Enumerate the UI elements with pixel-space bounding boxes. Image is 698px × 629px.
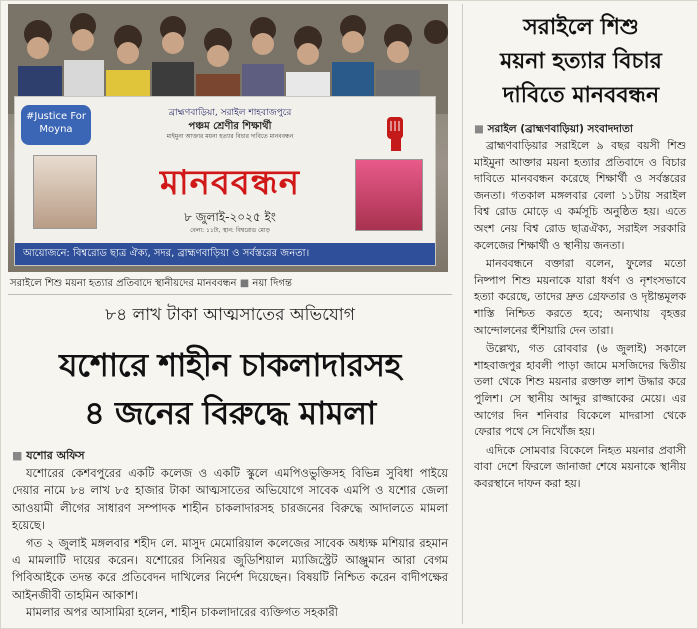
caption-text: সরাইলে শিশু ময়না হত্যার প্রতিবাদে স্থানীয়দের মানববন্ধন [10,278,237,289]
caption-separator: ■ [239,278,250,289]
protest-banner [14,96,436,266]
paragraph: এদিকে সোমবার বিকেলে নিহত ময়নার প্রবাসী বাবা দেশে ফিরলে জানাজা শেষে ময়নাকে স্থানীয় কবরস্থানে দাফন করা হয়। [474,443,686,490]
banner-organizers: আয়োজনে: বিশ্বরোড ছাত্র ঐক্য, সদর, ব্রাহ্মণবাড়িয়া ও সর্বস্তরের জনতা। [15,243,435,265]
left-article-body [12,465,448,622]
left-headline-line-1: যশোরে শাহীন চাকলাদারসহ [59,346,401,384]
byline-bullet: ■ [474,123,484,135]
paragraph: যশোরের কেশবপুরের একটি কলেজ ও একটি স্কুলে এমপিওভুক্তিসহ বিভিন্ন সুবিধা পাইয়ে দেয়ার নামে ৮৪ লাখ ৮৫ হাজার টাকা আত্মসাতের অভিযোগে সাবেক এমপি ও যশোর জেলা আওয়ামী লীগের সাধারণ সম্পাদক শাহীন চাকলাদারসহ চারজনের বিরুদ্ধে আদালতে মামলা হয়েছে। [12,466,448,533]
banner-location: ব্রাহ্মণবাড়িয়া, সরাইল শাহবাজপুরে [168,108,292,118]
byline-bullet: ■ [12,449,23,462]
right-article-body [474,138,686,494]
paragraph: মানববন্ধনে বক্তারা বলেন, ফুলের মতো নিষ্পাপ শিশু ময়নাকে যারা ধর্ষণ ও নৃশংসভাবে হত্যা করেছে, তাদের দ্রুত গ্রেফতার ও দৃষ্টান্তমূলক শাস্তি নিশ্চিত করতে হবে; অন্যথায় বৃহত্তর আন্দোলনের হুঁশিয়ারি দেন তারা। [474,257,686,337]
left-headline-line-2: ৪ জনের বিরুদ্ধে মামলা [84,394,376,432]
justice-badge: #Justice For Moyna [21,105,91,145]
paragraph: মামলার অপর আসামিরা হলেন, শাহীন চাকলাদারের ব্যক্তিগত সহকারী [26,605,338,620]
victim-photo-right [355,159,423,231]
divider [8,294,452,295]
banner-time-place: বেলা: ১১টা, স্থান: বিশ্বরোড মোড় [190,227,270,234]
caption-credit: নয়া দিগন্ত [252,278,292,289]
left-kicker: ৮৪ লাখ টাকা আত্মসাতের অভিযোগ [105,305,355,325]
column-divider [462,4,463,624]
byline-text: সরাইল (ব্রাহ্মণবাড়িয়া) সংবাদদাতা [487,123,633,135]
paragraph: ব্রাহ্মণবাড়িয়ার সরাইলে ৯ বছর বয়সী শিশু মাইমুনা আক্তার ময়না হত্যার প্রতিবাদে ও বিচার দাবিতে মানববন্ধন করেছে শিক্ষার্থী ও সর্বস্তরের জনতা। গতকাল মঙ্গলবার বেলা ১১টায় সরাইল বিশ্ব রোড মোড়ে এ কর্মসূচি অনুষ্ঠিত হয়। এতে অংশ নেয় বিশ্ব রোড ছাত্রঐক্য, সরাইল সরকারি কলেজের শিক্ষার্থী ও স্থানীয় জনতা। [474,139,686,252]
banner-title: মানববন্ধন [159,163,301,203]
right-headline-line-1: সরাইলে শিশু [523,15,639,40]
banner-description: মাইমুনা আক্তার ময়না হত্যার বিচার দাবিতে মানববন্ধন [166,133,294,140]
right-headline-line-2: ময়না হত্যার বিচার [500,49,662,74]
raised-fist-icon [375,113,415,153]
photo-caption [10,276,450,293]
byline-text: যশোর অফিস [26,449,85,462]
right-byline [474,122,633,139]
banner-date: ৮ জুলাই-২০২৫ ইং [184,210,276,224]
news-photo [8,4,448,272]
paragraph: উল্লেখ্য, গত রোববার (৬ জুলাই) সকালে শাহবাজপুর হাবলী পাড়া জামে মসজিদের দ্বিতীয় তলা থেকে শিশু ময়নার রক্তাক্ত লাশ উদ্ধার করে পুলিশ। সে স্থানীয় আব্দুর রাজ্জাকের মেয়ে। এর আগের দিন শনিবার বিকেলে মাদরাসা থেকে ফেরার পথে সে নিখোঁজ হয়। [474,342,686,439]
paragraph: গত ২ জুলাই মঙ্গলবার শহীদ লে. মাসুদ মেমোরিয়াল কলেজের সাবেক অধ্যক্ষ মশিয়ার রহমান এ মামলাটি দায়ের করেন। যশোরের সিনিয়র জুডিশিয়াল ম্যাজিস্ট্রেট আঞ্জুমান আরা বেগম পিবিআইকে তদন্ত করে প্রতিবেদন দাখিলের নির্দেশ দিয়েছেন। বিষয়টি নিশ্চিত করেন বাদীপক্ষের আইনজীবী তাহমিন আকাশ। [12,535,448,602]
left-byline [12,447,85,466]
right-headline-line-3: দাবিতে মানববন্ধন [502,83,660,108]
banner-subtitle: পঞ্চম শ্রেণীর শিক্ষার্থী [188,121,272,132]
victim-photo-left [33,155,97,229]
